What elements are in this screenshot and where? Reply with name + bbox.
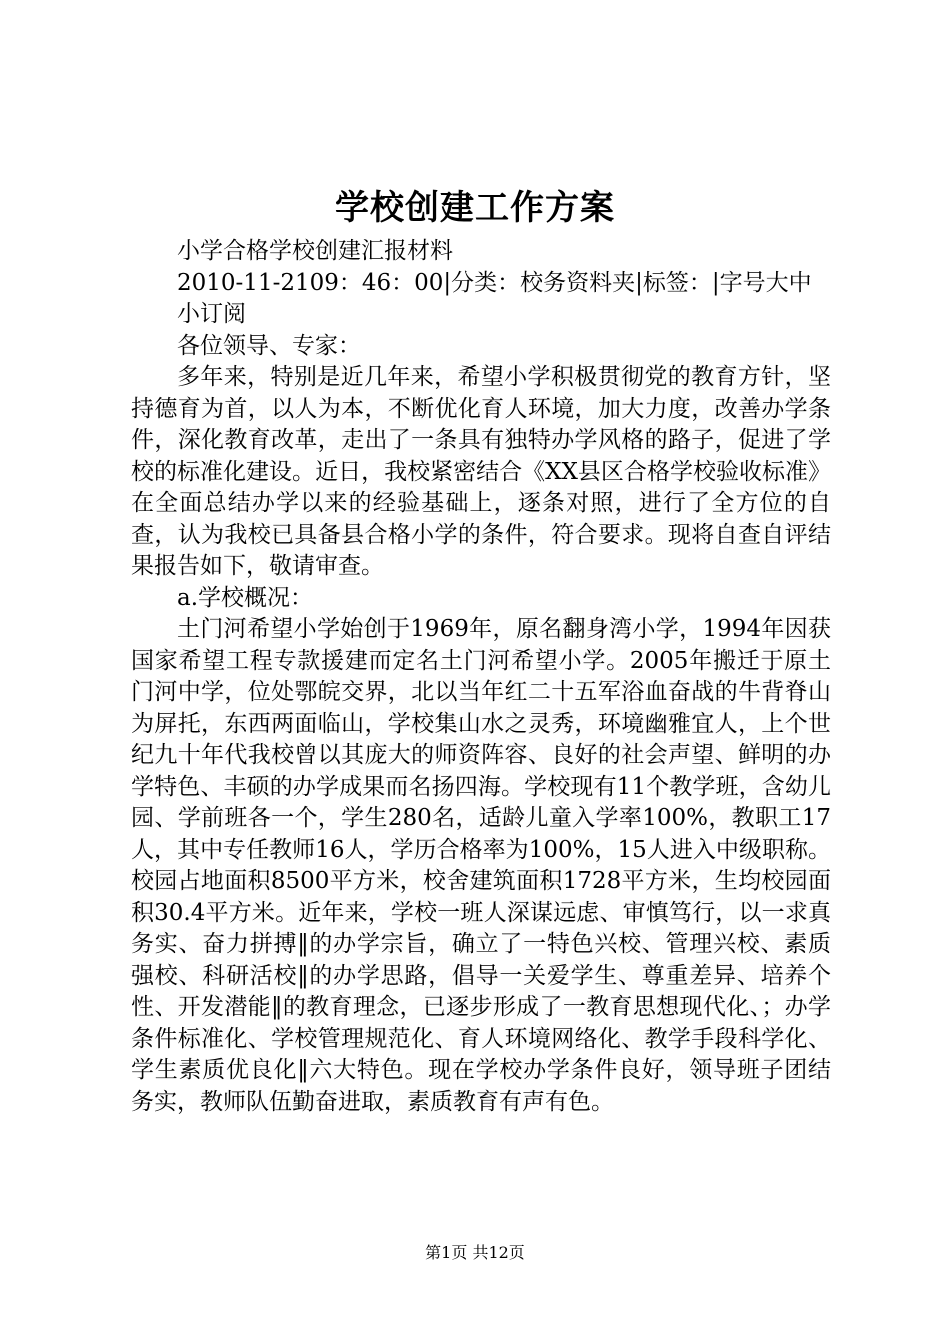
body-paragraph: 小学合格学校创建汇报材料	[177, 238, 453, 264]
document-title: 学校创建工作方案	[335, 188, 615, 228]
body-paragraph: 土门河希望小学始创于1969年，原名翻身湾小学，1994年因获国家希望工程专款援建而定名土门河希望小学。2005年搬迁于原土门河中学，位处鄂皖交界，北以当年红二十五军浴血奋战的牛背脊山为屏托，东西两面临山，学校集山水之灵秀，环境幽雅宜人，上个世纪九十年代我校曾以其庞大的师资阵容、良好的社会声望、鲜明的办学特色、丰硕的办学成果而名扬四海。学校现有11个教学班，含幼儿园、学前班各一个，学生280名，适龄儿童入学率100%，教职工17人，其中专任教师16人，学历合格率为100%，15人进入中级职称。校园占地面积8500平方米，校舍建筑面积1728平方米，生均校园面积30.4平方米。近年来，学校一班人深谋远虑、审慎笃行，以一求真务实、奋力拼搏‖的办学宗旨，确立了一特色兴校、管理兴校、素质强校、科研活校‖的办学思路，倡导一关爱学生、尊重差异、培养个性、开发潜能‖的教育理念，已逐步形成了一教育思想现代化、；办学条件标准化、学校管理规范化、育人环境网络化、教学手段科学化、学生素质优良化‖六大特色。现在学校办学条件良好，领导班子团结务实，教师队伍勤奋进取，素质教育有声有色。	[131, 616, 831, 1115]
section-heading: a.学校概况：	[177, 584, 314, 611]
body-paragraph: 2010-11-2109：46：00|分类：校务资料夹|标签：|字号大中	[177, 269, 812, 296]
page-footer: 第1页 共12页	[425, 1243, 525, 1262]
body-paragraph: 小订阅	[177, 301, 246, 327]
body-paragraph: 多年来，特别是近几年来，希望小学积极贯彻党的教育方针，坚持德育为首，以人为本，不断优化育人环境，加大力度，改善办学条件，深化教育改革，走出了一条具有独特办学风格的路子，促进了学校的标准化建设。近日，我校紧密结合《XX县区合格学校验收标准》在全面总结办学以来的经验基础上，逐条对照，进行了全方位的自查，认为我校已具备县合格小学的条件，符合要求。现将自查自评结果报告如下，敬请审查。	[131, 364, 831, 579]
body-paragraph: 各位领导、专家：	[177, 332, 361, 359]
document-body	[131, 236, 831, 1118]
